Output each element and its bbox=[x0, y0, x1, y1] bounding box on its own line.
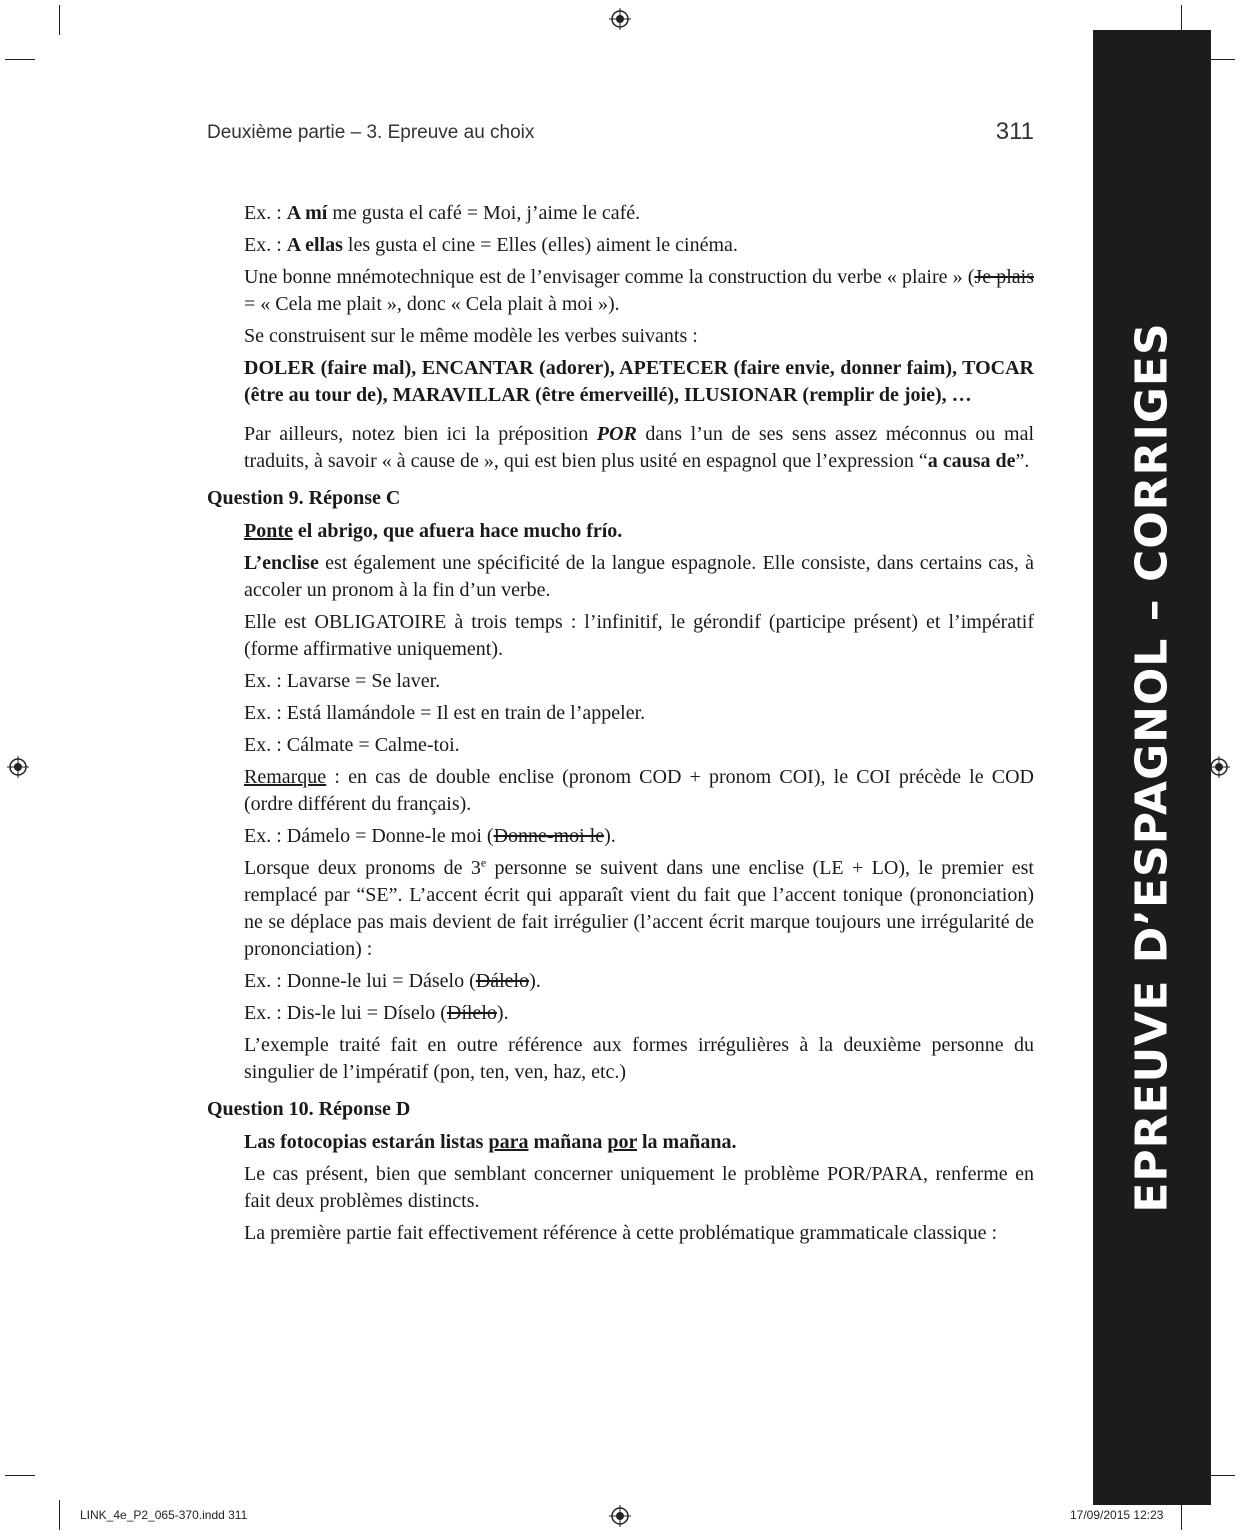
crop-mark bbox=[59, 5, 60, 35]
paragraph: Se construisent sur le même modèle les verbes suivants : bbox=[244, 325, 698, 347]
question-heading: Question 10. Réponse D bbox=[207, 1098, 411, 1120]
crop-mark bbox=[59, 1500, 60, 1530]
crop-mark bbox=[5, 59, 35, 60]
paragraph: Remarque : en cas de double enclise (pronom COD + pronom COI), le COI précède le COD (ordre différent du français). bbox=[244, 766, 1034, 815]
example: Ex. : Está llamándole = Il est en train de l’appeler. bbox=[244, 702, 646, 724]
paragraph: Elle est OBLIGATOIRE à trois temps : l’infinitif, le gérondif (participe présent) et l’impératif (forme affirmative uniquement). bbox=[244, 611, 1034, 660]
registration-mark-icon bbox=[1208, 756, 1230, 778]
slug-file: LINK_4e_P2_065-370.indd 311 bbox=[80, 1508, 248, 1522]
page-body bbox=[207, 200, 1034, 1252]
question-sentence: Las fotocopias estarán listas para mañana por la mañana. bbox=[244, 1131, 737, 1153]
page-number: 311 bbox=[995, 118, 1034, 145]
verb-list: DOLER (faire mal), ENCANTAR (adorer), APETECER (faire envie, donner faim), TOCAR (être au tour de), MARAVILLAR (être émerveillé), ILUSIONAR (remplir de joie), … bbox=[244, 357, 1034, 406]
paragraph: Lorsque deux pronoms de 3e personne se suivent dans une enclise (LE + LO), le premier est remplacé par “SE”. L’accent écrit qui apparaît vient du fait que l’accent tonique (prononciation) ne se déplace pas mais devient de fait irrégulier (l’accent écrit marque toujours une irrégularité de prononciation) : bbox=[244, 855, 1034, 960]
running-title: Deuxième partie – 3. Epreuve au choix bbox=[207, 122, 535, 143]
registration-mark-icon bbox=[609, 1505, 631, 1527]
paragraph: Une bonne mnémotechnique est de l’envisager comme la construction du verbe « plaire » (Je plais = « Cela me plait », donc « Cela plait à moi »). bbox=[244, 266, 1034, 315]
registration-mark-icon bbox=[7, 756, 29, 778]
example: Ex. : Dámelo = Donne-le moi (Donne-moi le). bbox=[244, 825, 616, 847]
paragraph: Ex. : A mí me gusta el café = Moi, j’aime le café. bbox=[244, 202, 641, 224]
paragraph: L’enclise est également une spécificité de la langue espagnole. Elle consiste, dans certains cas, à accoler un pronom à la fin d’un verbe. bbox=[244, 552, 1034, 601]
paragraph: L’exemple traité fait en outre référence aux formes irrégulières à la deuxième personne du singulier de l’impératif (pon, ten, ven, haz, etc.) bbox=[244, 1034, 1034, 1083]
crop-mark bbox=[5, 1475, 35, 1476]
paragraph: Par ailleurs, notez bien ici la préposition POR dans l’un de ses sens assez méconnus ou mal traduits, à savoir « à cause de », qui est bien plus usité en espagnol que l’expression “a causa de”. bbox=[244, 423, 1035, 472]
side-tab-label: EPREUVE D’ESPAGNOL – CORRIGES bbox=[1126, 322, 1178, 1213]
paragraph: La première partie fait effectivement référence à cette problématique grammaticale classique : bbox=[244, 1222, 998, 1244]
example: Ex. : Donne-le lui = Dáselo (Dálelo). bbox=[244, 970, 541, 992]
paragraph: Ex. : A ellas les gusta el cine = Elles (elles) aiment le cinéma. bbox=[244, 234, 738, 256]
example: Ex. : Lavarse = Se laver. bbox=[244, 670, 441, 692]
example: Ex. : Dis-le lui = Díselo (Dílelo). bbox=[244, 1002, 509, 1024]
side-tab-label-wrapper bbox=[1093, 30, 1211, 1505]
registration-mark-icon bbox=[609, 8, 631, 30]
example: Ex. : Cálmate = Calme-toi. bbox=[244, 734, 460, 756]
question-heading: Question 9. Réponse C bbox=[207, 487, 401, 509]
slug-timestamp: 17/09/2015 12:23 bbox=[1070, 1508, 1164, 1522]
running-header bbox=[207, 114, 1034, 148]
paragraph: Le cas présent, bien que semblant concerner uniquement le problème POR/PARA, renferme en fait deux problèmes distincts. bbox=[244, 1163, 1034, 1212]
question-sentence: Ponte el abrigo, que afuera hace mucho frío. bbox=[244, 520, 623, 542]
